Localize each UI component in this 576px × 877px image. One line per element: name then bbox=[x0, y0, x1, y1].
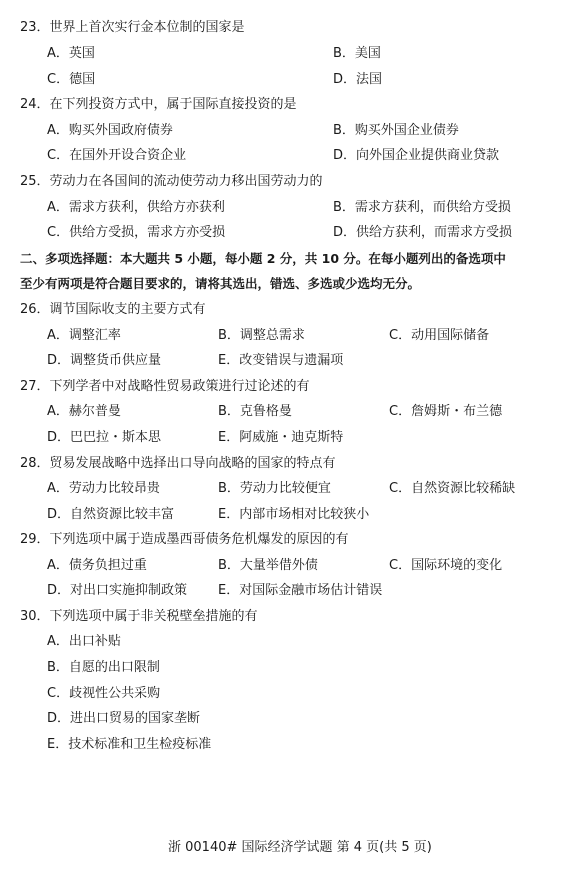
question-25-option-c: C．供给方受损，需求方亦受损 bbox=[47, 225, 226, 240]
question-26-option-c: C．动用国际储备 bbox=[389, 328, 490, 343]
question-28-option-d: D．自然资源比较丰富 bbox=[47, 507, 175, 522]
question-24-option-a: A．购买外国政府债券 bbox=[47, 123, 173, 138]
question-29-option-c: C．国际环境的变化 bbox=[389, 558, 503, 573]
question-24-option-c: C．在国外开设合资企业 bbox=[47, 148, 187, 163]
question-26-option-b: B．调整总需求 bbox=[218, 328, 305, 343]
question-23-option-d: D．法国 bbox=[333, 72, 383, 87]
question-29-option-e: E．对国际金融市场估计错误 bbox=[218, 583, 383, 598]
question-27-stem: 27．下列学者中对战略性贸易政策进行过论述的有 bbox=[20, 379, 310, 394]
question-24-stem: 24．在下列投资方式中，属于国际直接投资的是 bbox=[20, 97, 297, 112]
question-25-stem: 25．劳动力在各国间的流动使劳动力移出国劳动力的 bbox=[20, 174, 323, 189]
question-30-option-b: B．自愿的出口限制 bbox=[47, 660, 160, 675]
question-27-option-b: B．克鲁格曼 bbox=[218, 404, 292, 419]
question-26-option-a: A．调整汇率 bbox=[47, 328, 121, 343]
question-26-stem: 26．调节国际收支的主要方式有 bbox=[20, 302, 206, 317]
question-25-option-b: B．需求方获利，而供给方受损 bbox=[333, 200, 511, 215]
question-24-option-d: D．向外国企业提供商业贷款 bbox=[333, 148, 500, 163]
question-30-option-d: D．进出口贸易的国家垄断 bbox=[47, 711, 201, 726]
question-29-option-d: D．对出口实施抑制政策 bbox=[47, 583, 188, 598]
question-28-option-a: A．劳动力比较昂贵 bbox=[47, 481, 160, 496]
question-25-option-d: D．供给方获利，而需求方受损 bbox=[333, 225, 513, 240]
question-23-option-b: B．美国 bbox=[333, 46, 381, 61]
section-2-instruction-line1: 二、多项选择题：本大题共 5 小题，每小题 2 分，共 10 分。在每小题列出的备选项中 bbox=[20, 251, 506, 266]
question-30-stem: 30．下列选项中属于非关税壁垒措施的有 bbox=[20, 609, 258, 624]
question-27-option-d: D．巴巴拉・斯本思 bbox=[47, 430, 162, 445]
question-27-option-a: A．赫尔普曼 bbox=[47, 404, 121, 419]
question-27-option-e: E．阿威施・迪克斯特 bbox=[218, 430, 344, 445]
section-2-instruction-line2: 至少有两项是符合题目要求的，请将其选出，错选、多选或少选均无分。 bbox=[20, 276, 421, 291]
question-28-option-e: E．内部市场相对比较狭小 bbox=[218, 507, 370, 522]
question-25-option-a: A．需求方获利，供给方亦获利 bbox=[47, 200, 225, 215]
question-30-option-e: E．技术标准和卫生检疫标准 bbox=[47, 737, 212, 752]
question-26-option-e: E．改变错误与遗漏项 bbox=[218, 353, 344, 368]
question-24-option-b: B．购买外国企业债券 bbox=[333, 123, 459, 138]
question-30-option-a: A．出口补贴 bbox=[47, 634, 121, 649]
question-23-stem: 23．世界上首次实行金本位制的国家是 bbox=[20, 20, 245, 35]
question-29-stem: 29．下列选项中属于造成墨西哥债务危机爆发的原因的有 bbox=[20, 532, 349, 547]
question-30-option-c: C．歧视性公共采购 bbox=[47, 686, 161, 701]
question-28-stem: 28．贸易发展战略中选择出口导向战略的国家的特点有 bbox=[20, 456, 336, 471]
question-26-option-d: D．调整货币供应量 bbox=[47, 353, 162, 368]
question-29-option-a: A．债务负担过重 bbox=[47, 558, 147, 573]
question-29-option-b: B．大量举借外债 bbox=[218, 558, 318, 573]
question-23-option-c: C．德国 bbox=[47, 72, 96, 87]
question-28-option-c: C．自然资源比较稀缺 bbox=[389, 481, 516, 496]
question-23-option-a: A．英国 bbox=[47, 46, 95, 61]
page-footer: 浙 00140# 国际经济学试题 第 4 页(共 5 页) bbox=[168, 840, 432, 855]
question-28-option-b: B．劳动力比较便宜 bbox=[218, 481, 331, 496]
question-27-option-c: C．詹姆斯・布兰德 bbox=[389, 404, 503, 419]
